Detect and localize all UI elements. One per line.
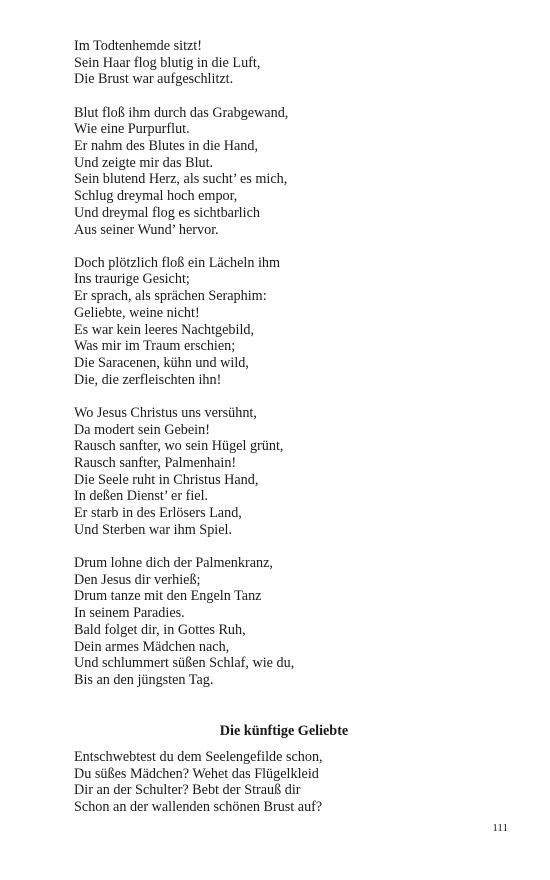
poem-body — [74, 749, 494, 816]
poem-line: Er nahm des Blutes in die Hand, — [74, 138, 259, 155]
poem-line: Und schlummert süßen Schlaf, wie du, — [74, 655, 295, 672]
poem-line: Geliebte, weine nicht! — [74, 304, 200, 321]
poem-line: Er starb in des Erlösers Land, — [74, 505, 242, 522]
poem-line: In seinem Paradies. — [74, 605, 185, 622]
stanza — [74, 405, 494, 539]
poem-line: Die Brust war aufgeschlitzt. — [74, 71, 234, 88]
poem-line: Drum lohne dich der Palmenkranz, — [74, 554, 273, 571]
poem-line: Sein Haar flog blutig in die Luft, — [74, 54, 261, 71]
poem-line: Rausch sanfter, wo sein Hügel grünt, — [74, 438, 284, 455]
poem-line: Im Todtenhemde sitzt! — [74, 38, 202, 54]
poem-line: Drum tanze mit den Engeln Tanz — [74, 588, 262, 605]
poem-line: Dir an der Schulter? Bebt der Strauß dir — [74, 782, 301, 799]
poem-line: Rausch sanfter, Palmenhain! — [74, 454, 237, 471]
poem-line: Es war kein leeres Nachtgebild, — [74, 321, 255, 338]
poem-line: Bald folget dir, in Gottes Ruh, — [74, 621, 246, 638]
stanza — [74, 38, 494, 88]
poem-line: Da modert sein Gebein! — [74, 421, 210, 438]
poem-line: Sein blutend Herz, als sucht’ es mich, — [74, 171, 288, 188]
poem-line: Den Jesus dir verhieß; — [74, 571, 201, 588]
poem-line: Die, die zerfleischten ihn! — [74, 371, 222, 388]
poem-line: Dein armes Mädchen nach, — [74, 638, 230, 655]
poem-line: Er sprach, als sprächen Seraphim: — [74, 288, 267, 305]
poem-line: Was mir im Traum erschien; — [74, 338, 236, 355]
stanza — [74, 555, 494, 689]
page-number: 111 — [492, 822, 508, 834]
poem-line: Ins traurige Gesicht; — [74, 271, 190, 288]
stanza — [74, 255, 494, 389]
poem-title: Die künftige Geliebte — [219, 723, 349, 739]
poem-line: Blut floß ihm durch das Grabgewand, — [74, 104, 289, 121]
poem-line: Schlug dreymal hoch empor, — [74, 188, 238, 205]
poem-line: Die Seele ruht in Christus Hand, — [74, 471, 259, 488]
poem-line: Du süßes Mädchen? Wehet das Flügelkleid — [74, 765, 319, 782]
poem-line: Wo Jesus Christus uns versühnt, — [74, 404, 257, 421]
poem-line: Wie eine Purpurflut. — [74, 121, 190, 138]
poem-line: Bis an den jüngsten Tag. — [74, 671, 214, 688]
poem-line: Schon an der wallenden schönen Brust auf? — [74, 799, 323, 816]
poem-line: Doch plötzlich floß ein Lächeln ihm — [74, 254, 281, 271]
poem-line: Und Sterben war ihm Spiel. — [74, 521, 233, 538]
poem-line: Aus seiner Wund’ hervor. — [74, 221, 219, 238]
poem-line: Und dreymal flog es sichtbarlich — [74, 204, 260, 221]
stanza — [74, 105, 494, 239]
poem-line: Entschwebtest du dem Seelengefilde schon, — [74, 749, 323, 765]
poem-line: In deßen Dienst’ er fiel. — [74, 488, 209, 505]
poem-line: Und zeigte mir das Blut. — [74, 154, 214, 171]
poem-line: Die Saracenen, kühn und wild, — [74, 354, 249, 371]
poem-continuation — [74, 38, 494, 705]
